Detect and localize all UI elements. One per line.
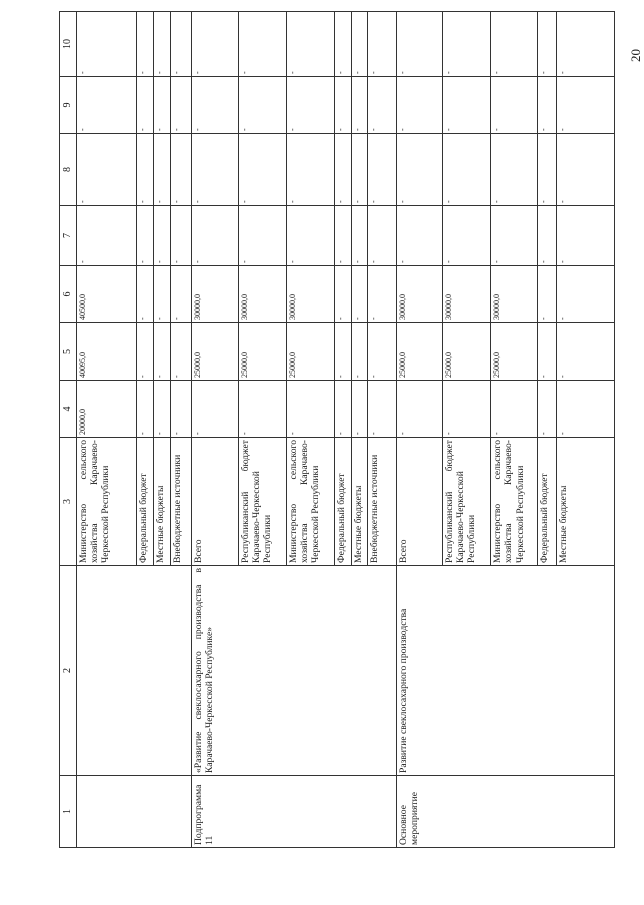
value-cell: - xyxy=(368,206,396,266)
rotated-table-container xyxy=(59,12,615,848)
value-cell: - xyxy=(352,134,368,206)
row-label-cell xyxy=(76,776,191,848)
value-cell: - xyxy=(137,206,154,266)
value-cell: - xyxy=(442,77,491,134)
header-cell: 6 xyxy=(60,266,77,323)
value-cell: - xyxy=(556,77,614,134)
value-cell: - xyxy=(556,206,614,266)
budget-table xyxy=(59,11,615,848)
value-cell: - xyxy=(170,381,191,438)
header-cell: 9 xyxy=(60,77,77,134)
value-cell: - xyxy=(368,381,396,438)
value-cell: 40095,0 xyxy=(76,323,136,381)
value-cell: - xyxy=(368,134,396,206)
value-cell: - xyxy=(170,323,191,381)
value-cell: - xyxy=(556,323,614,381)
value-cell: - xyxy=(537,134,556,206)
value-cell: - xyxy=(491,381,537,438)
value-cell: - xyxy=(286,206,335,266)
value-cell: - xyxy=(537,323,556,381)
value-cell: - xyxy=(352,206,368,266)
funding-source-cell: Федеральный бюджет xyxy=(537,438,556,566)
value-cell: - xyxy=(537,12,556,77)
table-row xyxy=(76,12,136,848)
funding-source-cell: Всего xyxy=(191,438,238,566)
value-cell: - xyxy=(153,134,170,206)
value-cell: - xyxy=(153,266,170,323)
funding-source-cell: Местные бюджеты xyxy=(153,438,170,566)
header-cell: 1 xyxy=(60,776,77,848)
funding-source-cell: Министерство сельского хозяйства Карачаево-Черкесской Республики xyxy=(491,438,537,566)
value-cell: 25000,0 xyxy=(239,323,286,381)
value-cell: 25000,0 xyxy=(396,323,442,381)
funding-source-cell: Местные бюджеты xyxy=(352,438,368,566)
value-cell: - xyxy=(352,323,368,381)
value-cell: 30000,0 xyxy=(239,266,286,323)
page-number: 20 xyxy=(628,49,643,62)
value-cell: - xyxy=(286,12,335,77)
value-cell: 30000,0 xyxy=(442,266,491,323)
value-cell: - xyxy=(76,12,136,77)
value-cell: - xyxy=(335,266,352,323)
value-cell: - xyxy=(170,77,191,134)
funding-source-cell: Федеральный бюджет xyxy=(335,438,352,566)
value-cell: - xyxy=(239,134,286,206)
header-cell: 3 xyxy=(60,438,77,566)
table-row xyxy=(191,12,238,848)
value-cell: - xyxy=(153,77,170,134)
value-cell: - xyxy=(368,77,396,134)
value-cell: - xyxy=(537,77,556,134)
value-cell: - xyxy=(137,77,154,134)
value-cell: - xyxy=(442,134,491,206)
funding-source-cell: Министерство сельского хозяйства Карачаево-Черкесской Республики xyxy=(286,438,335,566)
value-cell: 40500,0 xyxy=(76,266,136,323)
value-cell: 25000,0 xyxy=(442,323,491,381)
value-cell: - xyxy=(396,77,442,134)
value-cell: - xyxy=(170,12,191,77)
value-cell: - xyxy=(491,134,537,206)
value-cell: - xyxy=(396,134,442,206)
value-cell: - xyxy=(191,12,238,77)
value-cell: - xyxy=(153,323,170,381)
value-cell: - xyxy=(170,134,191,206)
value-cell: 30000,0 xyxy=(286,266,335,323)
value-cell: - xyxy=(442,12,491,77)
row-description-cell: Развитие свеклосахарного производства xyxy=(396,566,615,776)
value-cell: - xyxy=(191,134,238,206)
value-cell: - xyxy=(335,134,352,206)
funding-source-cell: Министерство сельского хозяйства Карачаево-Черкесской Республики xyxy=(76,438,136,566)
value-cell: - xyxy=(137,266,154,323)
value-cell: - xyxy=(76,77,136,134)
value-cell: - xyxy=(76,134,136,206)
value-cell: - xyxy=(368,266,396,323)
header-cell: 10 xyxy=(60,12,77,77)
value-cell: 30000,0 xyxy=(191,266,238,323)
value-cell: 25000,0 xyxy=(491,323,537,381)
value-cell: - xyxy=(556,134,614,206)
value-cell: - xyxy=(170,266,191,323)
value-cell: - xyxy=(286,77,335,134)
funding-source-cell: Местные бюджеты xyxy=(556,438,614,566)
table-row xyxy=(396,12,442,848)
value-cell: - xyxy=(556,12,614,77)
value-cell: 25000,0 xyxy=(286,323,335,381)
value-cell: 30000,0 xyxy=(491,266,537,323)
value-cell: - xyxy=(352,266,368,323)
value-cell: - xyxy=(239,77,286,134)
value-cell: - xyxy=(153,381,170,438)
value-cell: 25000,0 xyxy=(191,323,238,381)
value-cell: - xyxy=(352,12,368,77)
value-cell: - xyxy=(137,134,154,206)
value-cell: - xyxy=(556,381,614,438)
value-cell: - xyxy=(537,206,556,266)
funding-source-cell: Республиканский бюджет Карачаево-Черкесской Республики xyxy=(239,438,286,566)
value-cell: - xyxy=(352,77,368,134)
value-cell: - xyxy=(191,77,238,134)
value-cell: - xyxy=(239,381,286,438)
header-cell: 8 xyxy=(60,134,77,206)
value-cell: 30000,0 xyxy=(396,266,442,323)
value-cell: - xyxy=(170,206,191,266)
value-cell: - xyxy=(76,206,136,266)
value-cell: - xyxy=(335,323,352,381)
funding-source-cell: Всего xyxy=(396,438,442,566)
funding-source-cell: Федеральный бюджет xyxy=(137,438,154,566)
value-cell: - xyxy=(491,12,537,77)
value-cell: - xyxy=(491,77,537,134)
value-cell: - xyxy=(137,323,154,381)
value-cell: - xyxy=(396,12,442,77)
value-cell: - xyxy=(239,206,286,266)
value-cell: - xyxy=(537,381,556,438)
value-cell: - xyxy=(442,206,491,266)
row-label-cell: Подпрограмма 11 xyxy=(191,776,396,848)
value-cell: - xyxy=(137,12,154,77)
row-label-cell: Основное мероприятие xyxy=(396,776,615,848)
value-cell: - xyxy=(352,381,368,438)
value-cell: - xyxy=(537,266,556,323)
value-cell: - xyxy=(239,12,286,77)
row-description-cell xyxy=(76,566,191,776)
value-cell: - xyxy=(335,77,352,134)
header-cell: 2 xyxy=(60,566,77,776)
funding-source-cell: Внебюджетные источники xyxy=(368,438,396,566)
value-cell: - xyxy=(368,323,396,381)
value-cell: - xyxy=(442,381,491,438)
value-cell: - xyxy=(396,381,442,438)
value-cell: - xyxy=(335,206,352,266)
funding-source-cell: Внебюджетные источники xyxy=(170,438,191,566)
value-cell: - xyxy=(153,206,170,266)
value-cell: - xyxy=(153,12,170,77)
value-cell: 20000,0 xyxy=(76,381,136,438)
value-cell: - xyxy=(491,206,537,266)
value-cell: - xyxy=(556,266,614,323)
value-cell: - xyxy=(191,206,238,266)
funding-source-cell: Республиканский бюджет Карачаево-Черкесской Республики xyxy=(442,438,491,566)
value-cell: - xyxy=(137,381,154,438)
value-cell: - xyxy=(335,12,352,77)
header-cell: 4 xyxy=(60,381,77,438)
value-cell: - xyxy=(286,134,335,206)
value-cell: - xyxy=(286,381,335,438)
value-cell: - xyxy=(335,381,352,438)
value-cell: - xyxy=(396,206,442,266)
header-cell: 5 xyxy=(60,323,77,381)
header-row xyxy=(60,12,77,848)
value-cell: - xyxy=(368,12,396,77)
value-cell: - xyxy=(191,381,238,438)
header-cell: 7 xyxy=(60,206,77,266)
row-description-cell: «Развитие свеклосахарного производства в Карачаево-Черкесской Республике» xyxy=(191,566,396,776)
